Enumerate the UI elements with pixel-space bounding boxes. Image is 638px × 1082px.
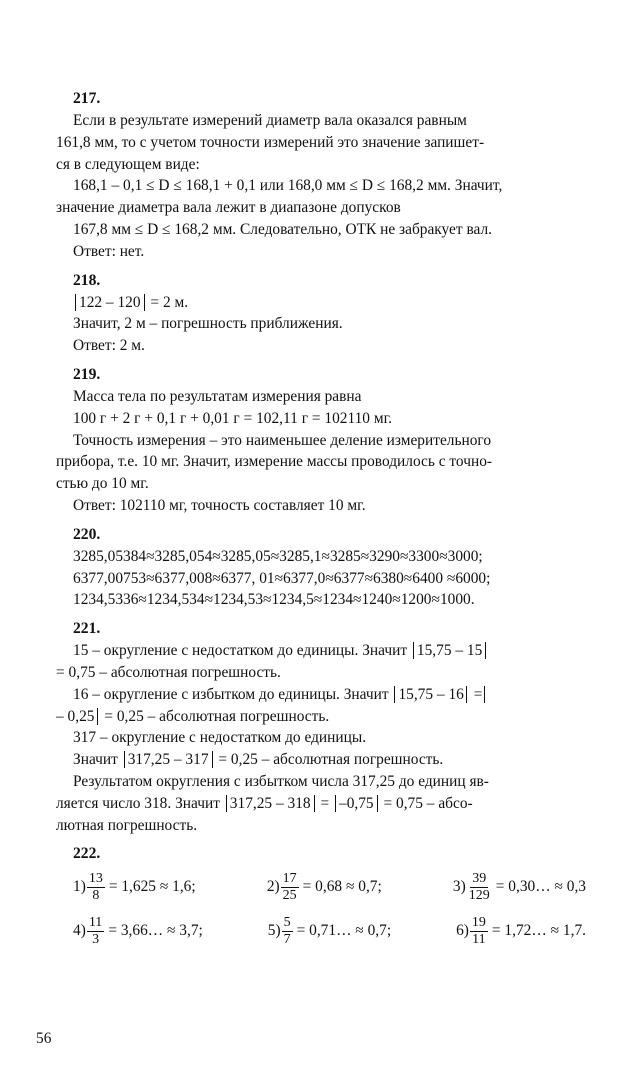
- abs-value: 15,75 – 15: [413, 642, 486, 659]
- problem-number: 222.: [73, 845, 101, 863]
- fraction-value: = 0,68 ≈ 0,7;: [302, 878, 382, 896]
- text-line: [56, 749, 586, 771]
- abs-result: = 2 м.: [146, 293, 189, 311]
- text-line: 168,1 – 0,1 ≤ D ≤ 168,1 + 0,1 или 168,0 мм ≤ D ≤ 168,2 мм. Значит,: [73, 177, 503, 195]
- numerator: 39: [472, 870, 487, 886]
- rounding-chain: 1234,5336≈1234,534≈1234,53≈1234,5≈1234≈1240≈1200≈1000.: [73, 591, 475, 609]
- item-label: 3): [452, 878, 466, 896]
- answer-line: Ответ: 2 м.: [73, 337, 145, 355]
- fraction-row: [73, 909, 586, 953]
- denominator: 7: [283, 931, 291, 947]
- rounding-chain: 6377,00753≈6377,008≈6377, 01≈6377,0≈6377≈6380≈6400 ≈6000;: [73, 569, 491, 587]
- denominator: 129: [468, 887, 490, 903]
- text-fragment: = 0,25 – абсолютная погрешность.: [214, 751, 444, 769]
- text-line: Если в результате измерений диаметр вала оказался равным: [73, 112, 467, 129]
- text-line: 317 – округление с недостатком до единицы.: [73, 729, 367, 747]
- fraction: [281, 871, 299, 904]
- problem-number: 218.: [73, 271, 101, 289]
- fraction-value: = 0,30… ≈ 0,3: [495, 878, 586, 896]
- fraction-value: = 0,71… ≈ 0,7;: [296, 922, 392, 940]
- item-label: 2): [266, 878, 280, 896]
- text-fragment: = 0,25 – абсолютная погрешность.: [100, 707, 330, 725]
- abs-bar: [484, 686, 488, 703]
- problem-221: [56, 618, 586, 836]
- problem-number: 220.: [73, 525, 101, 543]
- fraction: [282, 915, 293, 948]
- text-line: Значит, 2 м – погрешность приближения.: [73, 315, 343, 333]
- text-line: [56, 706, 586, 728]
- fraction-item: [268, 915, 391, 948]
- text-fragment: 15 – округление с недостатком до единицы. Значит: [73, 642, 411, 660]
- problem-219: [56, 364, 586, 517]
- numerator: 11: [88, 914, 103, 930]
- text-line: [56, 684, 586, 706]
- problem-number: 219.: [73, 365, 101, 383]
- fraction-row: [73, 865, 586, 909]
- item-label: 1): [73, 878, 86, 896]
- fraction-value: = 3,66… ≈ 3,7;: [108, 922, 203, 940]
- fraction-item: [456, 915, 586, 948]
- denominator: 3: [92, 931, 100, 947]
- fraction: [467, 871, 492, 904]
- denominator: 8: [92, 887, 100, 903]
- fraction-value: = 1,72… ≈ 1,7.: [491, 922, 586, 940]
- abs-value: 122 – 120: [75, 294, 145, 311]
- text-fragment: = 0,75 – абсо-: [379, 794, 473, 812]
- numerator: 17: [282, 870, 297, 886]
- problem-number: 221.: [73, 620, 101, 638]
- text-fragment: =: [316, 794, 333, 812]
- abs-value: 317,25 – 317: [124, 751, 213, 768]
- abs-value-close: – 0,25: [56, 708, 98, 725]
- text-line: значение диаметра вала лежит в диапазоне допусков: [56, 199, 401, 217]
- denominator: 25: [282, 887, 297, 903]
- fraction-item: [73, 915, 203, 948]
- text-line: лютная погрешность.: [56, 816, 198, 834]
- numerator: 19: [471, 914, 486, 930]
- item-label: 4): [73, 922, 86, 940]
- answer-line: Ответ: нет.: [73, 242, 145, 260]
- text-line: стью до 10 мг.: [56, 475, 149, 493]
- text-line: 161,8 мм, то с учетом точности измерений это значение запишет-: [56, 133, 485, 151]
- fraction-item: [453, 871, 586, 904]
- text-line: Масса тела по результатам измерения равна: [73, 387, 362, 405]
- problem-218: [56, 270, 586, 357]
- answer-line: Ответ: 102110 мг, точность составляет 10 мг.: [73, 496, 366, 514]
- abs-value: 317,25 – 318: [226, 795, 315, 812]
- fraction: [87, 915, 104, 948]
- text-line: прибора, т.е. 10 мг. Значит, измерение массы проводилось с точно-: [56, 453, 493, 471]
- text-line: ся в следующем виде:: [56, 155, 200, 173]
- denominator: 11: [472, 931, 486, 947]
- page-number: 56: [36, 1030, 52, 1047]
- text-line: [56, 640, 586, 662]
- page-content: [56, 88, 586, 960]
- fraction-item: [73, 871, 196, 904]
- numerator: 13: [88, 870, 103, 886]
- text-fragment: 16 – округление с избытком до единицы. Значит: [73, 685, 393, 703]
- abs-expression-line: [56, 292, 586, 314]
- rounding-chain: 3285,05384≈3285,054≈3285,05≈3285,1≈3285≈3290≈3300≈3000;: [73, 547, 483, 565]
- item-label: 5): [267, 922, 281, 940]
- text-line: 167,8 мм ≤ D ≤ 168,2 мм. Следовательно, ОТК не забракует вал.: [73, 220, 493, 238]
- fraction: [470, 915, 488, 948]
- text-fragment: ляется число 318. Значит: [56, 794, 224, 812]
- abs-value: –0,75: [335, 795, 378, 812]
- item-label: 6): [456, 922, 469, 940]
- numerator: 5: [283, 914, 291, 930]
- abs-value-open: 15,75 – 16: [394, 686, 463, 703]
- problem-number: 217.: [73, 90, 101, 107]
- abs-equals: =: [466, 686, 483, 703]
- fraction-value: = 1,625 ≈ 1,6;: [108, 878, 196, 896]
- text-line: Точность измерения – это наименьшее деление измерительного: [73, 431, 492, 449]
- text-line: [56, 793, 586, 815]
- text-line: 100 г + 2 г + 0,1 г + 0,01 г = 102,11 г = 102110 мг.: [73, 409, 392, 427]
- text-line: = 0,75 – абсолютная погрешность.: [56, 663, 281, 681]
- text-line: Результатом округления с избытком числа 317,25 до единиц яв-: [73, 772, 489, 790]
- text-fragment: Значит: [73, 751, 122, 769]
- fraction: [87, 871, 105, 904]
- fraction-item: [267, 871, 382, 904]
- problem-220: [56, 524, 586, 611]
- problem-217: [56, 88, 586, 263]
- problem-222: [56, 843, 586, 953]
